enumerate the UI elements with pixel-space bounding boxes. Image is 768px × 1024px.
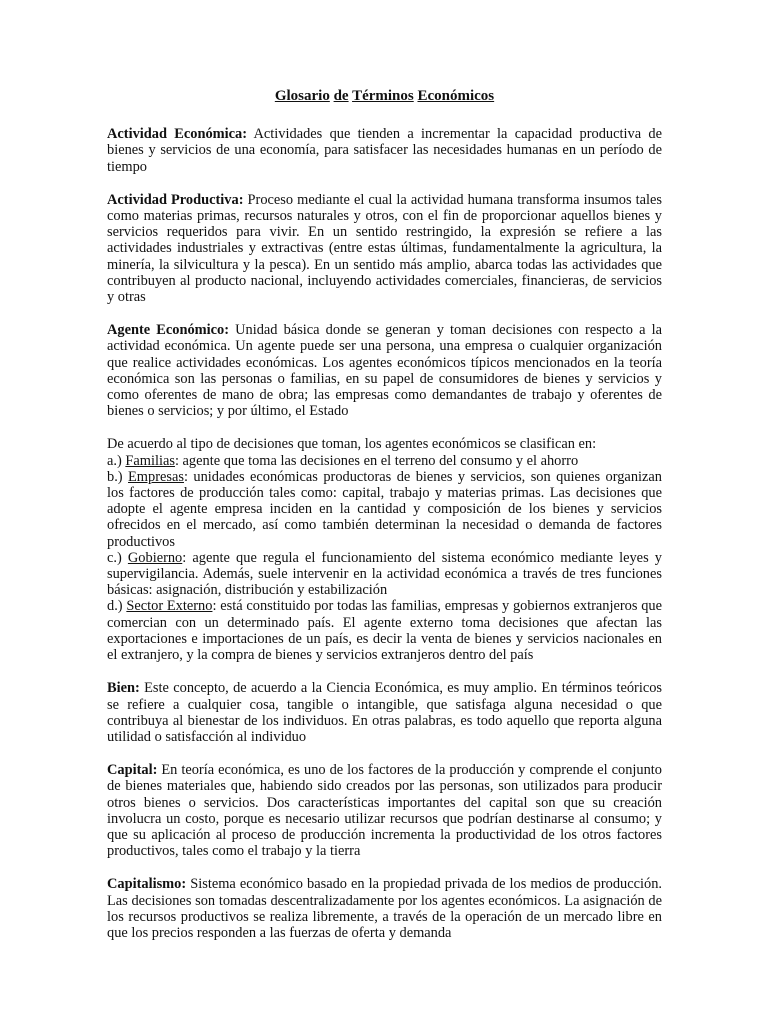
agent-item-name: Gobierno — [127, 549, 183, 566]
glossary-entry-agente-economico — [107, 322, 662, 419]
glossary-term: Bien: — [107, 680, 140, 697]
glossary-definition: Este concepto, de acuerdo a la Ciencia Económica, es muy amplio. En términos teóricos se refiere a cualquier cosa, tangible o intangible, que satisfaga alguna necesidad o que contribuya al bienestar de los individuos. En otras palabras, es todo aquello que reporta alguna utilidad o satisfacción al individuo — [107, 680, 662, 745]
glossary-entry-actividad-economica — [107, 126, 662, 175]
glossary-definition: Actividades que tienden a incrementar la capacidad productiva de bienes y servicios de una economía, para satisfacer las necesidades humanas en un período de tiempo — [107, 126, 662, 175]
agent-item-empresas — [107, 469, 662, 550]
agent-classification — [107, 436, 662, 663]
agent-item-prefix: a.) — [107, 452, 126, 469]
agent-item-description: : está constituido por todas las familias, empresas y gobiernos extranjeros que comercian con un determinado país. El agente externo toma decisiones que afectan las exportaciones e importaciones de un país, es decir la venta de bienes y servicios nacionales en el extranjero, y la compra de bienes y servicios extranjeros dentro del país — [107, 598, 662, 664]
title-word: Económicos — [417, 88, 495, 104]
agent-item-name: Familias — [125, 452, 175, 469]
agent-item-name: Sector Externo — [126, 598, 213, 615]
agent-item-description: : unidades económicas productoras de bienes y servicios, son quienes organizan los factores de producción tales como: capital, trabajo y materias primas. Las decisiones que adopte el agente empresa inciden en la cantidad y composición de los bienes y servicios ofrecidos en el mercado, así como también determinan la necesidad o demanda de factores productivos — [107, 468, 662, 550]
document-title — [107, 88, 662, 104]
glossary-term: Capitalismo: — [107, 876, 187, 893]
agent-item-prefix: d.) — [107, 598, 127, 615]
title-word: Glosario — [274, 88, 330, 104]
glossary-definition: En teoría económica, es uno de los factores de la producción y comprende el conjunto de bienes materiales que, habiendo sido creados por las personas, son utilizados para producir otros bienes o servicios. Dos características importantes del capital son que su creación involucra un costo, porque es necesario utilizar recursos que podrían destinarse al consumo; y que su aplicación al proceso de producción incrementa la productividad de los otros factores productivos, tales como el trabajo y la tierra — [107, 762, 662, 860]
agent-item-name: Empresas — [128, 468, 184, 485]
title-word: Términos — [352, 88, 414, 104]
agent-item-sector-externo — [107, 598, 662, 663]
agent-classification-intro: De acuerdo al tipo de decisiones que toman, los agentes económicos se clasifican en: — [107, 436, 597, 453]
agent-item-prefix: b.) — [107, 468, 129, 485]
glossary-term: Agente Económico: — [107, 322, 230, 339]
agent-item-gobierno — [107, 550, 662, 599]
title-word: de — [333, 88, 349, 104]
agent-item-prefix: c.) — [107, 549, 128, 566]
glossary-entry-actividad-productiva — [107, 192, 662, 305]
agent-item-familias — [107, 453, 662, 469]
glossary-definition: Sistema económico basado en la propiedad privada de los medios de producción. Las decisiones son tomadas descentralizadamente por los agentes económicos. La asignación de los recursos productivos se realiza libremente, a través de la operación de un mercado libre en que los precios responden a las fuerzas de oferta y demanda — [107, 876, 662, 941]
document-page — [107, 88, 662, 958]
agent-item-description: : agente que toma las decisiones en el terreno del consumo y el ahorro — [174, 452, 579, 469]
glossary-term: Capital: — [107, 762, 158, 779]
agent-item-description: : agente que regula el funcionamiento del sistema económico mediante leyes y supervigilancia. Además, suele intervenir en la actividad económica a través de tres funciones básicas: asignación, distribución y estabilización — [107, 549, 662, 599]
glossary-definition: Unidad básica donde se generan y toman decisiones con respecto a la actividad económica. Un agente puede ser una persona, una empresa o cualquier organización que realice actividades económicas. Los agentes económicos típicos mencionados en la teoría económica son las personas o familias, en su papel de consumidores de bienes y servicios y como oferentes de mano de obra; las empresas como demandantes de trabajo y oferentes de bienes o servicios; y por último, el Estado — [107, 322, 662, 420]
glossary-entry-capitalismo — [107, 876, 662, 941]
glossary-entry-capital — [107, 762, 662, 859]
glossary-definition: Proceso mediante el cual la actividad humana transforma insumos tales como materias primas, recursos naturales y otros, con el fin de proporcionar aquellos bienes y servicios requeridos para vivir. En un sentido restringido, la expresión se refiere a las actividades industriales y extractivas (entre estas últimas, fundamentalmente la agricultura, la minería, la silvicultura y la pesca). En un sentido más amplio, abarca todas las actividades que contribuyen al producto nacional, incluyendo actividades comerciales, financieras, de servicios y otras — [107, 191, 662, 306]
glossary-term: Actividad Económica: — [107, 126, 248, 143]
glossary-entry-bien — [107, 680, 662, 745]
glossary-term: Actividad Productiva: — [107, 191, 244, 208]
